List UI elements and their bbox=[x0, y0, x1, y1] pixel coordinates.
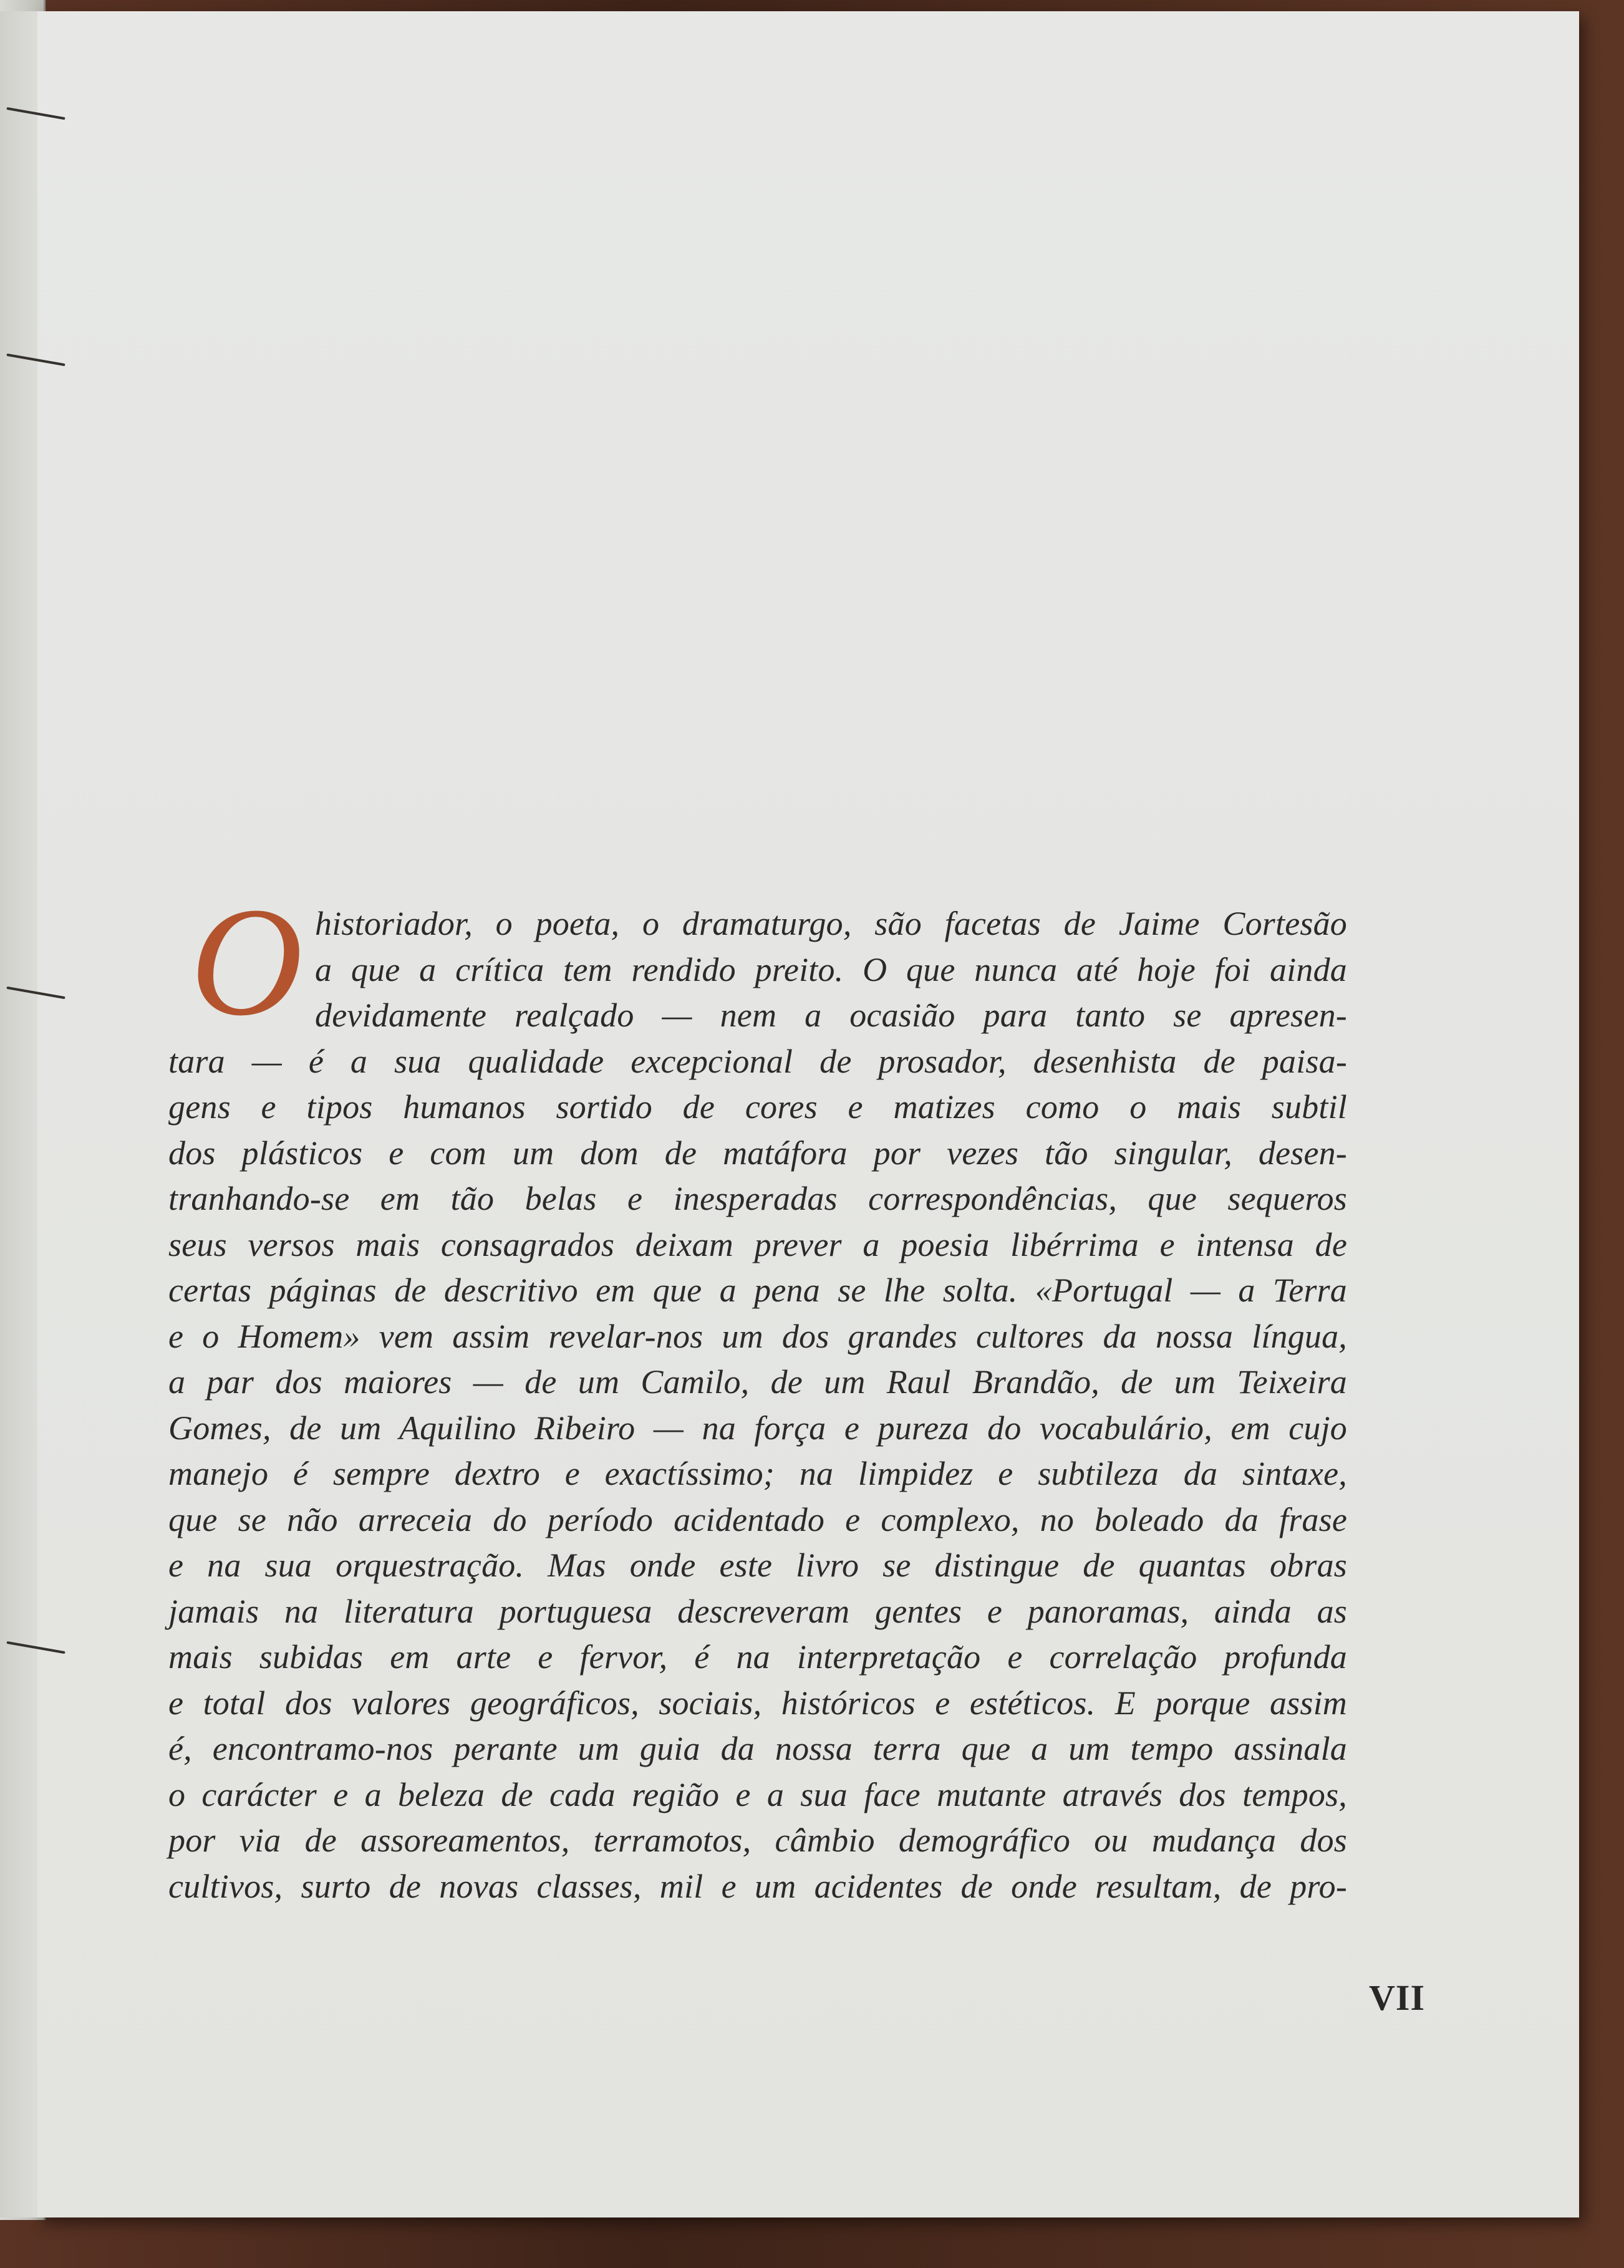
page-number: VII bbox=[1369, 1977, 1426, 2018]
text-line: que se não arreceia do período acidentado e complexo, no boleado da frase bbox=[168, 1500, 1347, 1538]
text-line: o carácter e a beleza de cada região e a sua face mutante através dos tempos, bbox=[168, 1775, 1347, 1813]
text-line: por via de assoreamentos, terramotos, câmbio demográfico ou mudança dos bbox=[168, 1822, 1347, 1859]
text-line: gens e tipos humanos sortido de cores e matizes como o mais subtil bbox=[168, 1088, 1347, 1126]
body-paragraph bbox=[168, 901, 1347, 1909]
text-line: historiador, o poeta, o dramaturgo, são facetas de Jaime Cortesão bbox=[315, 905, 1347, 942]
text-line: seus versos mais consagrados deixam prever a poesia libérrima e intensa de bbox=[168, 1225, 1347, 1263]
text-line: devidamente realçado — nem a ocasião para tanto se apresen- bbox=[315, 996, 1347, 1034]
text-line: Gomes, de um Aquilino Ribeiro — na força e pureza do vocabulário, em cujo bbox=[168, 1409, 1347, 1447]
text-line: é, encontramo-nos perante um guia da nossa terra que a um tempo assinala bbox=[168, 1730, 1347, 1767]
text-line: a que a crítica tem rendido preito. O que nunca até hoje foi ainda bbox=[315, 950, 1347, 988]
text-line: tara — é a sua qualidade excepcional de prosador, desenhista de paisa- bbox=[168, 1042, 1347, 1080]
text-line: e o Homem» vem assim revelar-nos um dos grandes cultores da nossa língua, bbox=[168, 1317, 1347, 1355]
text-line: e na sua orquestração. Mas onde este livro se distingue de quantas obras bbox=[168, 1547, 1347, 1584]
text-line: jamais na literatura portuguesa descreveram gentes e panoramas, ainda as bbox=[168, 1592, 1347, 1630]
text-line: certas páginas de descritivo em que a pena se lhe solta. «Portugal — a Terra bbox=[168, 1272, 1347, 1309]
text-line: tranhando-se em tão belas e inesperadas correspondências, que sequeros bbox=[168, 1180, 1347, 1217]
text-line: a par dos maiores — de um Camilo, de um Raul Brandão, de um Teixeira bbox=[168, 1363, 1347, 1401]
text-line: manejo é sempre dextro e exactíssimo; na limpidez e subtileza da sintaxe, bbox=[168, 1455, 1347, 1492]
text-line: cultivos, surto de novas classes, mil e um acidentes de onde resultam, de pro- bbox=[168, 1867, 1347, 1905]
text-line: mais subidas em arte e fervor, é na interpretação e correlação profunda bbox=[168, 1638, 1347, 1676]
text-line: dos plásticos e com um dom de matáfora por vezes tão singular, desen- bbox=[168, 1134, 1347, 1172]
drop-cap: O bbox=[190, 876, 303, 1048]
text-line: e total dos valores geográficos, sociais, históricos e estéticos. E porque assim bbox=[168, 1684, 1347, 1722]
